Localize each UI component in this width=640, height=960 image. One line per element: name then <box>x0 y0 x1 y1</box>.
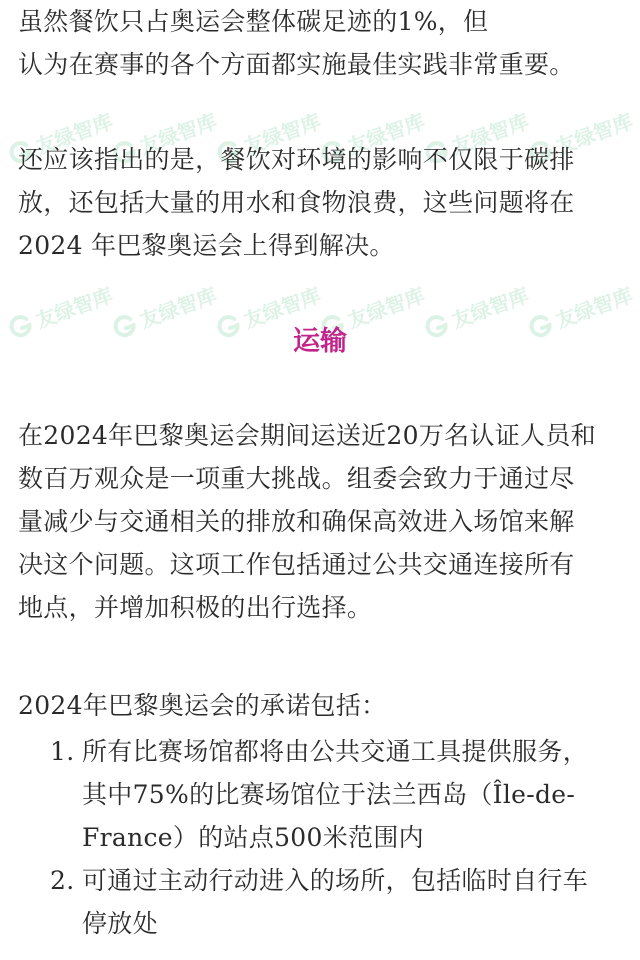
list-item-line: 其中75%的比赛场馆位于法兰西岛（Île-de- <box>82 780 576 809</box>
list-item-line: France）的站点500米范围内 <box>82 823 424 852</box>
list-item <box>0 859 640 945</box>
list-item-number: 2. <box>50 866 75 895</box>
list-item <box>0 730 640 859</box>
text-line: 量减少与交通相关的排放和确保高效进入场馆来解 <box>18 507 575 536</box>
text-line: 2024 年巴黎奥运会上得到解决。 <box>18 231 395 260</box>
text-line: 2024年巴黎奥运会的承诺包括： <box>18 691 387 720</box>
watermark-text: 友绿智库 <box>344 283 428 333</box>
commitments-list <box>0 730 640 945</box>
text-line: 还应该指出的是，餐饮对环境的影响不仅限于碳排 <box>18 145 575 174</box>
watermark-text: 友绿智库 <box>240 283 324 333</box>
list-item-line: 所有比赛场馆都将由公共交通工具提供服务， <box>82 737 589 766</box>
text-line: 虽然餐饮只占奥运会整体碳足迹的1%，但 <box>18 7 489 36</box>
text-line: 认为在赛事的各个方面都实施最佳实践非常重要。 <box>18 50 575 79</box>
watermark-text: 友绿智库 <box>136 109 220 159</box>
text-line: 放，还包括大量的用水和食物浪费，这些问题将在 <box>18 188 575 217</box>
watermark-text: 友绿智库 <box>240 109 324 159</box>
watermark-text: 友绿智库 <box>32 109 116 159</box>
watermark-text: 友绿智库 <box>344 109 428 159</box>
watermark-text: 友绿智库 <box>32 283 116 333</box>
watermark-text: 友绿智库 <box>448 283 532 333</box>
list-item-line: 停放处 <box>82 909 158 938</box>
text-line: 在2024年巴黎奥运会期间运送近20万名认证人员和 <box>18 421 596 450</box>
section-heading-transport: 运输 <box>293 326 347 357</box>
list-item-number: 1. <box>50 737 75 766</box>
text-fade-overlay <box>498 0 640 44</box>
text-line: 地点，并增加积极的出行选择。 <box>18 593 373 622</box>
watermark-text: 友绿智库 <box>136 283 220 333</box>
paragraph-catering-impact <box>18 138 624 267</box>
paragraph-transport-challenge <box>18 414 624 629</box>
watermark-text: 友绿智库 <box>552 109 636 159</box>
watermark-text: 友绿智库 <box>448 109 532 159</box>
text-line: 决这个问题。这项工作包括通过公共交通连接所有 <box>18 550 575 579</box>
paragraph-commitments-intro <box>18 684 624 727</box>
text-line: 数百万观众是一项重大挑战。组委会致力于通过尽 <box>18 464 575 493</box>
list-item-line: 可通过主动行动进入的场所，包括临时自行车 <box>82 866 589 895</box>
watermark-text: 友绿智库 <box>552 283 636 333</box>
